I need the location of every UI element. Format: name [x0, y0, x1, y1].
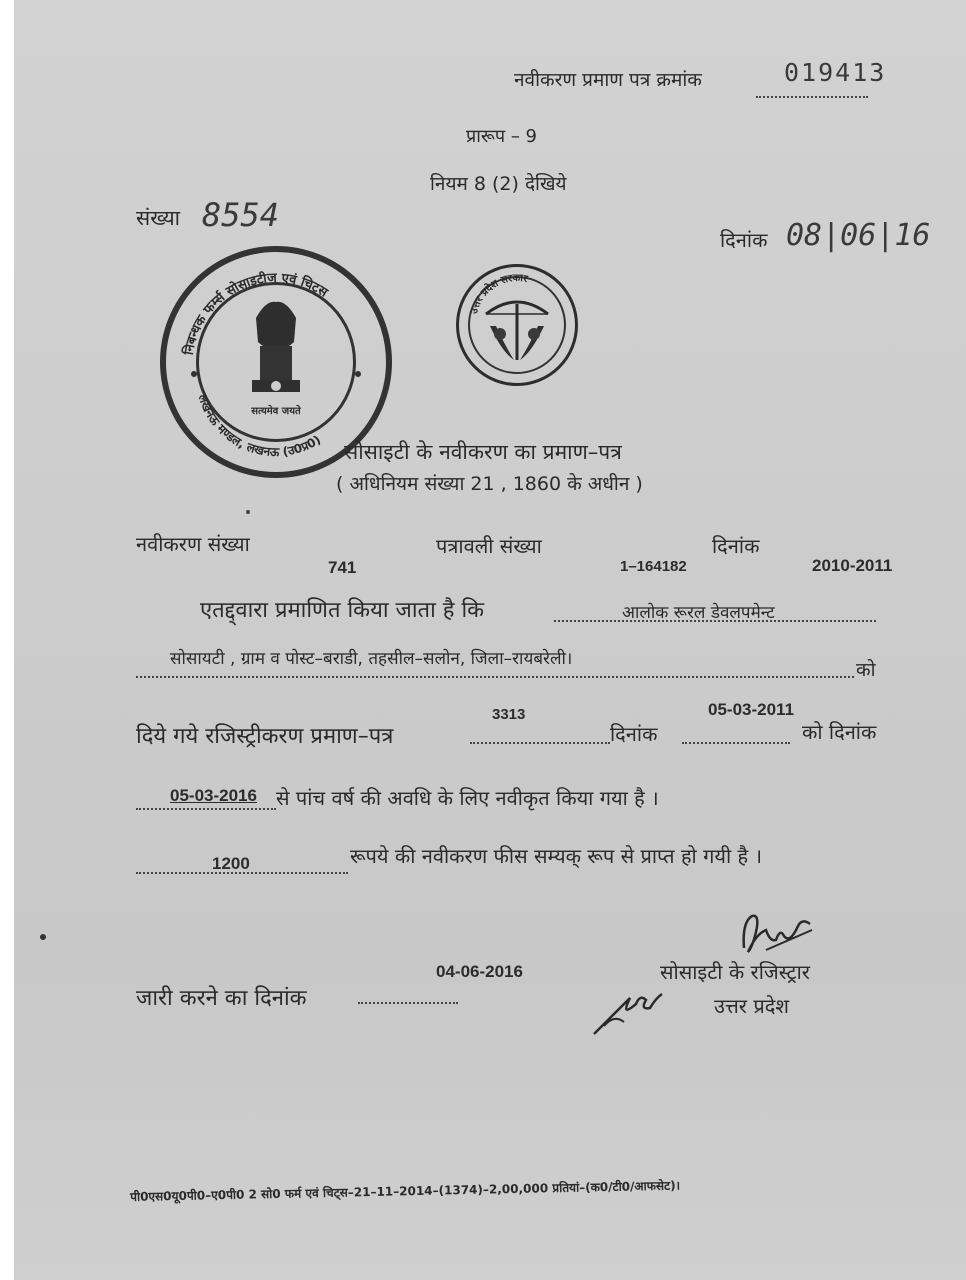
ink-dot-small	[246, 510, 250, 514]
registration-number: 3313	[492, 706, 526, 723]
seal-text-top: निबन्धक फर्म्स सोसाइटीज एवं चिट्स	[181, 270, 331, 357]
registration-date-label: दिनांक	[610, 722, 658, 746]
certificate-title: सोसाइटी के नवीकरण का प्रमाण–पत्र	[344, 440, 622, 464]
certificate-subtitle: ( अधिनियम संख्या 21 , 1860 के अधीन )	[336, 473, 643, 495]
svg-text:लखनऊ मण्डल, लखनऊ (उ0प्र0)	[195, 392, 323, 459]
address-dots	[136, 676, 854, 678]
renewal-from-date: 05-03-2016	[170, 786, 257, 805]
details-date-value: 2010-2011	[812, 556, 893, 575]
seal-motto: सत्यमेव जयते	[251, 406, 301, 417]
from-date-dots	[136, 808, 276, 810]
registration-certificate-label: दिये गये रजिस्ट्रीकरण प्रमाण–पत्र	[136, 724, 394, 749]
to-date-label: को दिनांक	[802, 720, 877, 744]
certificate-page	[14, 0, 966, 1280]
file-number-label: पत्रावली संख्या	[436, 534, 542, 558]
issue-date-dots	[358, 1002, 458, 1004]
number-label: संख्या	[136, 206, 181, 230]
bow-fish-emblem-icon	[456, 264, 578, 386]
registrar-state: उत्तर प्रदेश	[714, 994, 789, 1018]
renewal-number-value: 741	[328, 558, 357, 577]
file-number-value: 1–164182	[620, 558, 687, 575]
registrar-title: सोसाइटी के रजिस्ट्रार	[660, 960, 810, 984]
serial-dots	[756, 96, 868, 98]
date-value: 08|06|16	[786, 218, 931, 253]
registration-date-dots	[682, 742, 790, 744]
seal-text-bottom: लखनऊ मण्डल, लखनऊ (उ0प्र0)	[195, 392, 324, 460]
details-date-label: दिनांक	[712, 534, 760, 558]
renewal-number-label: नवीकरण संख्या	[136, 532, 250, 556]
serial-label: नवीकरण प्रमाण पत्र क्रमांक	[514, 69, 702, 91]
number-value: 8554	[202, 196, 280, 234]
fee-amount: 1200	[212, 854, 250, 873]
ko-text: को	[856, 659, 876, 681]
issue-date: 04-06-2016	[436, 962, 523, 981]
up-government-emblem	[456, 264, 578, 386]
registration-date: 05-03-2011	[708, 700, 795, 719]
issue-date-label: जारी करने का दिनांक	[136, 986, 307, 1011]
printer-line: पी0एस0यू0पी0–ए0पी0 2 सो0 फर्म एवं चिट्स–21–11–2014–(1374)–2,00,000 प्रतियां–(क0/टी0/आफसेट)।	[130, 1178, 681, 1204]
renewal-period-text: से पांच वर्ष की अवधि के लिए नवीकृत किया गया है ।	[276, 786, 659, 810]
registration-number-dots	[470, 742, 610, 744]
ink-dot	[40, 934, 46, 940]
certify-text: एतद्द्वारा प्रमाणित किया जाता है कि	[200, 598, 485, 623]
rule-reference: नियम 8 (2) देखिये	[430, 173, 567, 195]
form-number: प्रारूप – 9	[466, 126, 538, 147]
svg-text:निबन्धक फर्म्स सोसाइटीज एवं चि	[181, 270, 332, 357]
society-name: आलोक रूरल डेवलपमेन्ट	[622, 603, 775, 623]
date-label: दिनांक	[720, 228, 768, 252]
serial-number: 019413	[784, 58, 887, 87]
society-address: सोसायटी , ग्राम व पोस्ट–बराडी, तहसील–सलोन, जिला–रायबरेली।	[170, 649, 573, 669]
fee-text: रूपये की नवीकरण फीस सम्यक् रूप से प्राप्त हो गयी है ।	[350, 844, 763, 868]
registrar-signature	[736, 904, 816, 960]
svg-text:उत्तर प्रदेश सरकार	[469, 273, 530, 316]
initials-signature	[590, 978, 670, 1038]
emblem-text: उत्तर प्रदेश सरकार	[468, 272, 529, 316]
